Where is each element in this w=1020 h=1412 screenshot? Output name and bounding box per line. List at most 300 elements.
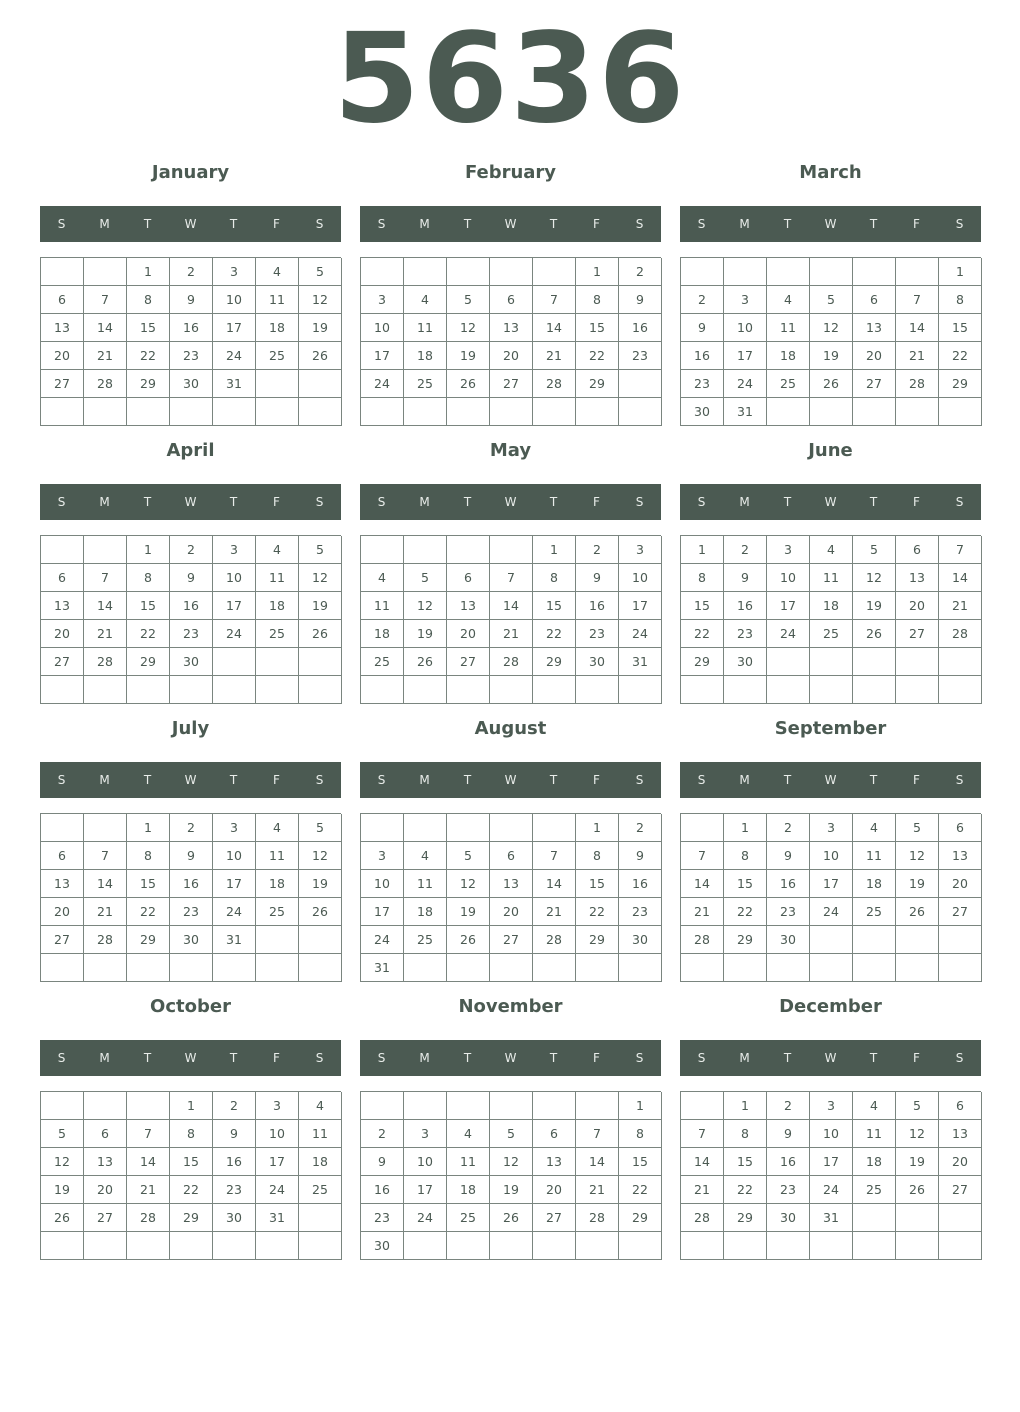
empty-day-cell: [853, 1204, 896, 1232]
day-cell: 2: [619, 258, 662, 286]
day-cell: 8: [724, 842, 767, 870]
day-cell: 29: [127, 648, 170, 676]
day-cell: 14: [681, 870, 724, 898]
day-cell: 9: [170, 564, 213, 592]
day-cell: 20: [490, 342, 533, 370]
day-cell: 9: [724, 564, 767, 592]
day-cell: 20: [939, 870, 982, 898]
day-cell: 7: [681, 1120, 724, 1148]
day-cell: 2: [213, 1092, 256, 1120]
empty-day-cell: [490, 398, 533, 426]
empty-day-cell: [170, 1232, 213, 1260]
empty-day-cell: [299, 370, 342, 398]
day-cell: 23: [170, 620, 213, 648]
empty-day-cell: [767, 954, 810, 982]
day-cell: 6: [939, 1092, 982, 1120]
day-cell: 25: [256, 898, 299, 926]
day-cell: 19: [490, 1176, 533, 1204]
day-cell: 8: [576, 842, 619, 870]
day-cell: 3: [213, 814, 256, 842]
weekday-label: T: [783, 495, 792, 509]
day-cell: 18: [361, 620, 404, 648]
day-cell: 15: [576, 870, 619, 898]
day-cell: 14: [84, 314, 127, 342]
day-cell: 27: [490, 370, 533, 398]
day-cell: 29: [939, 370, 982, 398]
day-cell: 25: [404, 370, 447, 398]
day-cell: 9: [767, 842, 810, 870]
day-cell: 11: [404, 870, 447, 898]
day-cell: 20: [853, 342, 896, 370]
day-cell: 22: [127, 898, 170, 926]
day-cell: 28: [533, 926, 576, 954]
empty-day-cell: [619, 398, 662, 426]
empty-day-cell: [896, 648, 939, 676]
empty-day-cell: [41, 1092, 84, 1120]
day-cell: 19: [447, 342, 490, 370]
day-cell: 25: [361, 648, 404, 676]
empty-day-cell: [447, 258, 490, 286]
weekday-label: T: [143, 773, 152, 787]
day-cell: 8: [127, 564, 170, 592]
weekday-label: T: [549, 495, 558, 509]
empty-day-cell: [447, 676, 490, 704]
day-cell: 18: [447, 1176, 490, 1204]
empty-day-cell: [213, 398, 256, 426]
day-cell: 18: [404, 342, 447, 370]
day-cell: 5: [490, 1120, 533, 1148]
weekday-header: [40, 484, 341, 520]
day-cell: 12: [299, 842, 342, 870]
empty-day-cell: [724, 1232, 767, 1260]
month-title-march: March: [799, 162, 862, 183]
day-cell: 1: [724, 814, 767, 842]
day-cell: 20: [84, 1176, 127, 1204]
empty-day-cell: [299, 1232, 342, 1260]
day-cell: 22: [576, 342, 619, 370]
empty-day-cell: [576, 398, 619, 426]
day-cell: 7: [939, 536, 982, 564]
day-cell: 5: [404, 564, 447, 592]
day-cell: 3: [213, 258, 256, 286]
month-title-may: May: [489, 440, 532, 461]
empty-day-cell: [533, 676, 576, 704]
day-cell: 24: [361, 926, 404, 954]
weekday-label: M: [99, 495, 110, 509]
weekday-label: S: [315, 1051, 324, 1065]
empty-day-cell: [490, 536, 533, 564]
day-cell: 25: [853, 898, 896, 926]
empty-day-cell: [213, 676, 256, 704]
empty-day-cell: [84, 398, 127, 426]
day-cell: 3: [213, 536, 256, 564]
day-cell: 30: [576, 648, 619, 676]
day-cell: 29: [127, 926, 170, 954]
day-cell: 19: [896, 1148, 939, 1176]
day-cell: 4: [299, 1092, 342, 1120]
weekday-label: T: [549, 773, 558, 787]
day-cell: 15: [939, 314, 982, 342]
day-cell: 30: [767, 1204, 810, 1232]
day-cell: 1: [576, 814, 619, 842]
day-cell: 8: [681, 564, 724, 592]
empty-day-cell: [724, 954, 767, 982]
day-cell: 21: [127, 1176, 170, 1204]
weekday-label: F: [273, 773, 280, 787]
day-cell: 9: [681, 314, 724, 342]
day-cell: 1: [619, 1092, 662, 1120]
empty-day-cell: [681, 954, 724, 982]
weekday-label: S: [697, 495, 706, 509]
day-cell: 7: [490, 564, 533, 592]
empty-day-cell: [724, 258, 767, 286]
empty-day-cell: [84, 536, 127, 564]
weekday-label: M: [419, 217, 430, 231]
day-grid: [40, 535, 341, 704]
day-cell: 6: [939, 814, 982, 842]
day-cell: 17: [619, 592, 662, 620]
empty-day-cell: [256, 370, 299, 398]
weekday-label: S: [697, 1051, 706, 1065]
empty-day-cell: [299, 398, 342, 426]
day-cell: 12: [896, 842, 939, 870]
day-cell: 3: [619, 536, 662, 564]
day-cell: 22: [533, 620, 576, 648]
empty-day-cell: [853, 676, 896, 704]
day-cell: 26: [404, 648, 447, 676]
day-cell: 23: [767, 898, 810, 926]
day-cell: 13: [939, 842, 982, 870]
day-cell: 12: [447, 870, 490, 898]
day-cell: 10: [810, 1120, 853, 1148]
empty-day-cell: [939, 926, 982, 954]
day-cell: 2: [170, 536, 213, 564]
day-cell: 2: [724, 536, 767, 564]
day-cell: 4: [256, 814, 299, 842]
day-cell: 21: [533, 342, 576, 370]
day-cell: 23: [681, 370, 724, 398]
empty-day-cell: [41, 1232, 84, 1260]
day-cell: 3: [724, 286, 767, 314]
empty-day-cell: [84, 954, 127, 982]
weekday-label: S: [57, 217, 66, 231]
empty-day-cell: [810, 954, 853, 982]
day-cell: 20: [896, 592, 939, 620]
day-cell: 25: [810, 620, 853, 648]
day-cell: 1: [127, 536, 170, 564]
weekday-header: [680, 1040, 981, 1076]
month-title-august: August: [474, 718, 547, 739]
empty-day-cell: [490, 676, 533, 704]
day-cell: 7: [84, 842, 127, 870]
day-grid: [40, 257, 341, 426]
day-cell: 27: [41, 648, 84, 676]
day-cell: 14: [533, 870, 576, 898]
day-cell: 8: [576, 286, 619, 314]
day-cell: 29: [681, 648, 724, 676]
day-cell: 29: [533, 648, 576, 676]
empty-day-cell: [447, 954, 490, 982]
weekday-label: W: [824, 217, 837, 231]
day-cell: 5: [447, 842, 490, 870]
day-cell: 16: [170, 314, 213, 342]
empty-day-cell: [724, 676, 767, 704]
day-cell: 18: [810, 592, 853, 620]
day-cell: 7: [84, 564, 127, 592]
day-cell: 17: [213, 592, 256, 620]
empty-day-cell: [853, 258, 896, 286]
day-cell: 23: [619, 898, 662, 926]
day-cell: 20: [447, 620, 490, 648]
day-cell: 20: [533, 1176, 576, 1204]
weekday-label: W: [504, 495, 517, 509]
empty-day-cell: [256, 676, 299, 704]
day-cell: 9: [170, 286, 213, 314]
empty-day-cell: [576, 676, 619, 704]
empty-day-cell: [41, 536, 84, 564]
empty-day-cell: [447, 814, 490, 842]
empty-day-cell: [533, 258, 576, 286]
day-cell: 2: [681, 286, 724, 314]
empty-day-cell: [170, 398, 213, 426]
day-cell: 14: [84, 870, 127, 898]
day-cell: 14: [576, 1148, 619, 1176]
weekday-label: S: [635, 495, 644, 509]
day-cell: 3: [810, 814, 853, 842]
day-cell: 30: [170, 648, 213, 676]
day-cell: 11: [767, 314, 810, 342]
weekday-label: S: [315, 773, 324, 787]
day-cell: 29: [619, 1204, 662, 1232]
empty-day-cell: [41, 954, 84, 982]
weekday-label: S: [377, 773, 386, 787]
day-cell: 5: [299, 536, 342, 564]
weekday-label: S: [57, 773, 66, 787]
day-cell: 6: [853, 286, 896, 314]
day-cell: 2: [361, 1120, 404, 1148]
day-cell: 22: [576, 898, 619, 926]
day-cell: 28: [896, 370, 939, 398]
empty-day-cell: [404, 814, 447, 842]
day-cell: 23: [619, 342, 662, 370]
weekday-label: W: [824, 495, 837, 509]
day-cell: 7: [533, 286, 576, 314]
day-cell: 1: [939, 258, 982, 286]
day-cell: 19: [299, 314, 342, 342]
day-cell: 28: [939, 620, 982, 648]
day-cell: 1: [681, 536, 724, 564]
day-cell: 31: [810, 1204, 853, 1232]
weekday-label: F: [273, 217, 280, 231]
empty-day-cell: [853, 1232, 896, 1260]
weekday-label: F: [913, 495, 920, 509]
empty-day-cell: [619, 1232, 662, 1260]
day-cell: 20: [490, 898, 533, 926]
empty-day-cell: [404, 676, 447, 704]
day-cell: 18: [853, 1148, 896, 1176]
day-cell: 29: [127, 370, 170, 398]
weekday-label: T: [143, 217, 152, 231]
empty-day-cell: [84, 1232, 127, 1260]
weekday-label: T: [549, 1051, 558, 1065]
day-cell: 28: [576, 1204, 619, 1232]
day-cell: 28: [127, 1204, 170, 1232]
empty-day-cell: [361, 398, 404, 426]
day-cell: 28: [681, 926, 724, 954]
empty-day-cell: [810, 676, 853, 704]
weekday-label: T: [143, 1051, 152, 1065]
day-cell: 28: [681, 1204, 724, 1232]
day-grid: [680, 1091, 981, 1260]
empty-day-cell: [853, 926, 896, 954]
day-cell: 30: [681, 398, 724, 426]
day-cell: 30: [724, 648, 767, 676]
empty-day-cell: [681, 1092, 724, 1120]
empty-day-cell: [41, 258, 84, 286]
weekday-label: T: [463, 773, 472, 787]
day-cell: 2: [767, 1092, 810, 1120]
day-cell: 3: [361, 842, 404, 870]
weekday-label: M: [99, 217, 110, 231]
weekday-header: [360, 1040, 661, 1076]
empty-day-cell: [447, 398, 490, 426]
empty-day-cell: [361, 1092, 404, 1120]
day-cell: 5: [896, 1092, 939, 1120]
day-cell: 16: [213, 1148, 256, 1176]
weekday-label: M: [419, 495, 430, 509]
empty-day-cell: [404, 398, 447, 426]
day-cell: 15: [170, 1148, 213, 1176]
weekday-label: F: [913, 217, 920, 231]
empty-day-cell: [896, 676, 939, 704]
day-cell: 20: [939, 1148, 982, 1176]
day-cell: 15: [127, 870, 170, 898]
day-cell: 24: [619, 620, 662, 648]
day-cell: 11: [299, 1120, 342, 1148]
day-cell: 5: [447, 286, 490, 314]
day-cell: 4: [853, 814, 896, 842]
day-cell: 16: [170, 592, 213, 620]
weekday-label: T: [463, 1051, 472, 1065]
day-cell: 24: [361, 370, 404, 398]
day-cell: 23: [576, 620, 619, 648]
empty-day-cell: [213, 954, 256, 982]
empty-day-cell: [896, 1232, 939, 1260]
day-cell: 17: [724, 342, 767, 370]
day-cell: 9: [619, 842, 662, 870]
day-cell: 24: [767, 620, 810, 648]
day-cell: 29: [724, 1204, 767, 1232]
day-cell: 1: [170, 1092, 213, 1120]
day-cell: 10: [256, 1120, 299, 1148]
weekday-label: S: [57, 1051, 66, 1065]
weekday-label: W: [184, 217, 197, 231]
weekday-label: T: [549, 217, 558, 231]
day-cell: 26: [299, 620, 342, 648]
weekday-label: F: [593, 1051, 600, 1065]
empty-day-cell: [939, 1232, 982, 1260]
day-cell: 5: [810, 286, 853, 314]
day-cell: 24: [213, 342, 256, 370]
day-cell: 24: [213, 620, 256, 648]
empty-day-cell: [213, 1232, 256, 1260]
day-cell: 26: [853, 620, 896, 648]
day-cell: 22: [127, 620, 170, 648]
empty-day-cell: [404, 258, 447, 286]
empty-day-cell: [404, 1232, 447, 1260]
empty-day-cell: [127, 954, 170, 982]
weekday-label: S: [697, 773, 706, 787]
day-cell: 11: [810, 564, 853, 592]
weekday-label: W: [504, 217, 517, 231]
weekday-label: S: [315, 217, 324, 231]
empty-day-cell: [939, 676, 982, 704]
day-cell: 23: [361, 1204, 404, 1232]
weekday-header: [40, 762, 341, 798]
empty-day-cell: [447, 1092, 490, 1120]
day-cell: 26: [299, 898, 342, 926]
day-cell: 13: [41, 314, 84, 342]
day-cell: 16: [619, 870, 662, 898]
day-cell: 27: [41, 370, 84, 398]
empty-day-cell: [767, 676, 810, 704]
day-cell: 23: [767, 1176, 810, 1204]
day-cell: 6: [896, 536, 939, 564]
weekday-label: T: [783, 217, 792, 231]
day-cell: 3: [256, 1092, 299, 1120]
day-cell: 9: [170, 842, 213, 870]
weekday-label: S: [955, 1051, 964, 1065]
day-cell: 4: [853, 1092, 896, 1120]
day-cell: 28: [84, 926, 127, 954]
weekday-label: S: [57, 495, 66, 509]
weekday-label: T: [463, 495, 472, 509]
day-cell: 13: [853, 314, 896, 342]
empty-day-cell: [127, 1092, 170, 1120]
empty-day-cell: [619, 370, 662, 398]
day-cell: 13: [41, 592, 84, 620]
empty-day-cell: [490, 1232, 533, 1260]
weekday-label: M: [99, 1051, 110, 1065]
day-cell: 16: [170, 870, 213, 898]
day-cell: 18: [256, 314, 299, 342]
day-cell: 24: [810, 898, 853, 926]
day-cell: 2: [170, 258, 213, 286]
day-cell: 13: [490, 314, 533, 342]
day-cell: 29: [576, 370, 619, 398]
month-title-february: February: [464, 162, 557, 183]
day-cell: 31: [724, 398, 767, 426]
day-cell: 23: [170, 898, 213, 926]
weekday-label: M: [419, 1051, 430, 1065]
day-cell: 25: [256, 620, 299, 648]
day-cell: 23: [724, 620, 767, 648]
empty-day-cell: [361, 536, 404, 564]
day-cell: 28: [533, 370, 576, 398]
day-cell: 10: [213, 564, 256, 592]
day-cell: 3: [810, 1092, 853, 1120]
day-cell: 20: [41, 342, 84, 370]
day-cell: 21: [490, 620, 533, 648]
month-title-october: October: [150, 996, 231, 1017]
day-cell: 21: [84, 620, 127, 648]
empty-day-cell: [361, 676, 404, 704]
day-cell: 28: [490, 648, 533, 676]
day-cell: 19: [896, 870, 939, 898]
day-cell: 3: [361, 286, 404, 314]
day-cell: 27: [41, 926, 84, 954]
day-cell: 6: [41, 286, 84, 314]
